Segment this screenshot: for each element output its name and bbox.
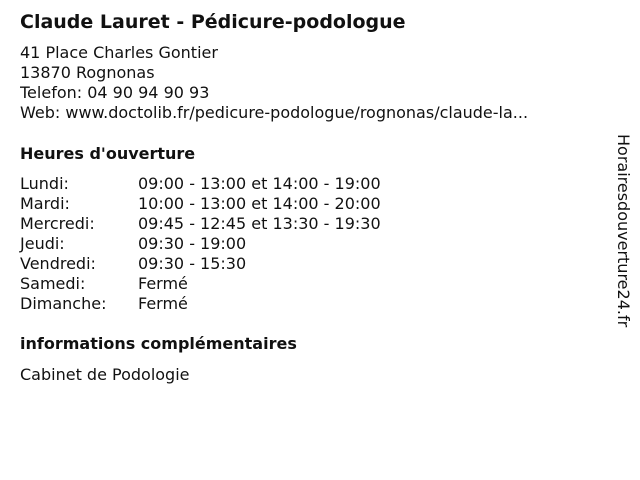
hours-time: 10:00 - 13:00 et 14:00 - 20:00 xyxy=(138,194,381,213)
website-link[interactable]: Web: www.doctolib.fr/pedicure-podologue/rognonas/claude-la... xyxy=(20,103,529,122)
hours-row-jeudi xyxy=(20,234,605,254)
hours-row-samedi xyxy=(20,274,605,294)
hours-row-lundi xyxy=(20,174,605,194)
hours-day: Vendredi: xyxy=(20,254,96,273)
hours-time: 09:45 - 12:45 et 13:30 - 19:30 xyxy=(138,214,381,233)
address-line-1: 41 Place Charles Gontier xyxy=(20,43,218,62)
business-name: Claude Lauret - Pédicure-podologue xyxy=(20,11,406,33)
hours-time: 09:00 - 13:00 et 14:00 - 19:00 xyxy=(138,174,381,193)
hours-row-mercredi xyxy=(20,214,605,234)
hours-row-dimanche xyxy=(20,294,605,314)
hours-day: Jeudi: xyxy=(20,234,65,253)
hours-day: Mercredi: xyxy=(20,214,95,233)
hours-time: 09:30 - 15:30 xyxy=(138,254,247,273)
opening-hours-table xyxy=(20,174,605,314)
additional-info-text: Cabinet de Podologie xyxy=(20,365,190,384)
hours-day: Samedi: xyxy=(20,274,86,293)
site-watermark: Horairesdouverture24.fr xyxy=(614,134,633,328)
hours-row-mardi xyxy=(20,194,605,214)
hours-row-vendredi xyxy=(20,254,605,274)
opening-hours-heading: Heures d'ouverture xyxy=(20,144,196,163)
hours-day: Lundi: xyxy=(20,174,69,193)
hours-time: Fermé xyxy=(138,294,188,313)
hours-time: 09:30 - 19:00 xyxy=(138,234,247,253)
additional-info-heading: informations complémentaires xyxy=(20,334,297,353)
hours-day: Mardi: xyxy=(20,194,70,213)
address-line-2: 13870 Rognonas xyxy=(20,63,155,82)
business-listing xyxy=(20,10,605,385)
hours-day: Dimanche: xyxy=(20,294,107,313)
hours-time: Fermé xyxy=(138,274,188,293)
phone-number: Telefon: 04 90 94 90 93 xyxy=(20,83,210,102)
